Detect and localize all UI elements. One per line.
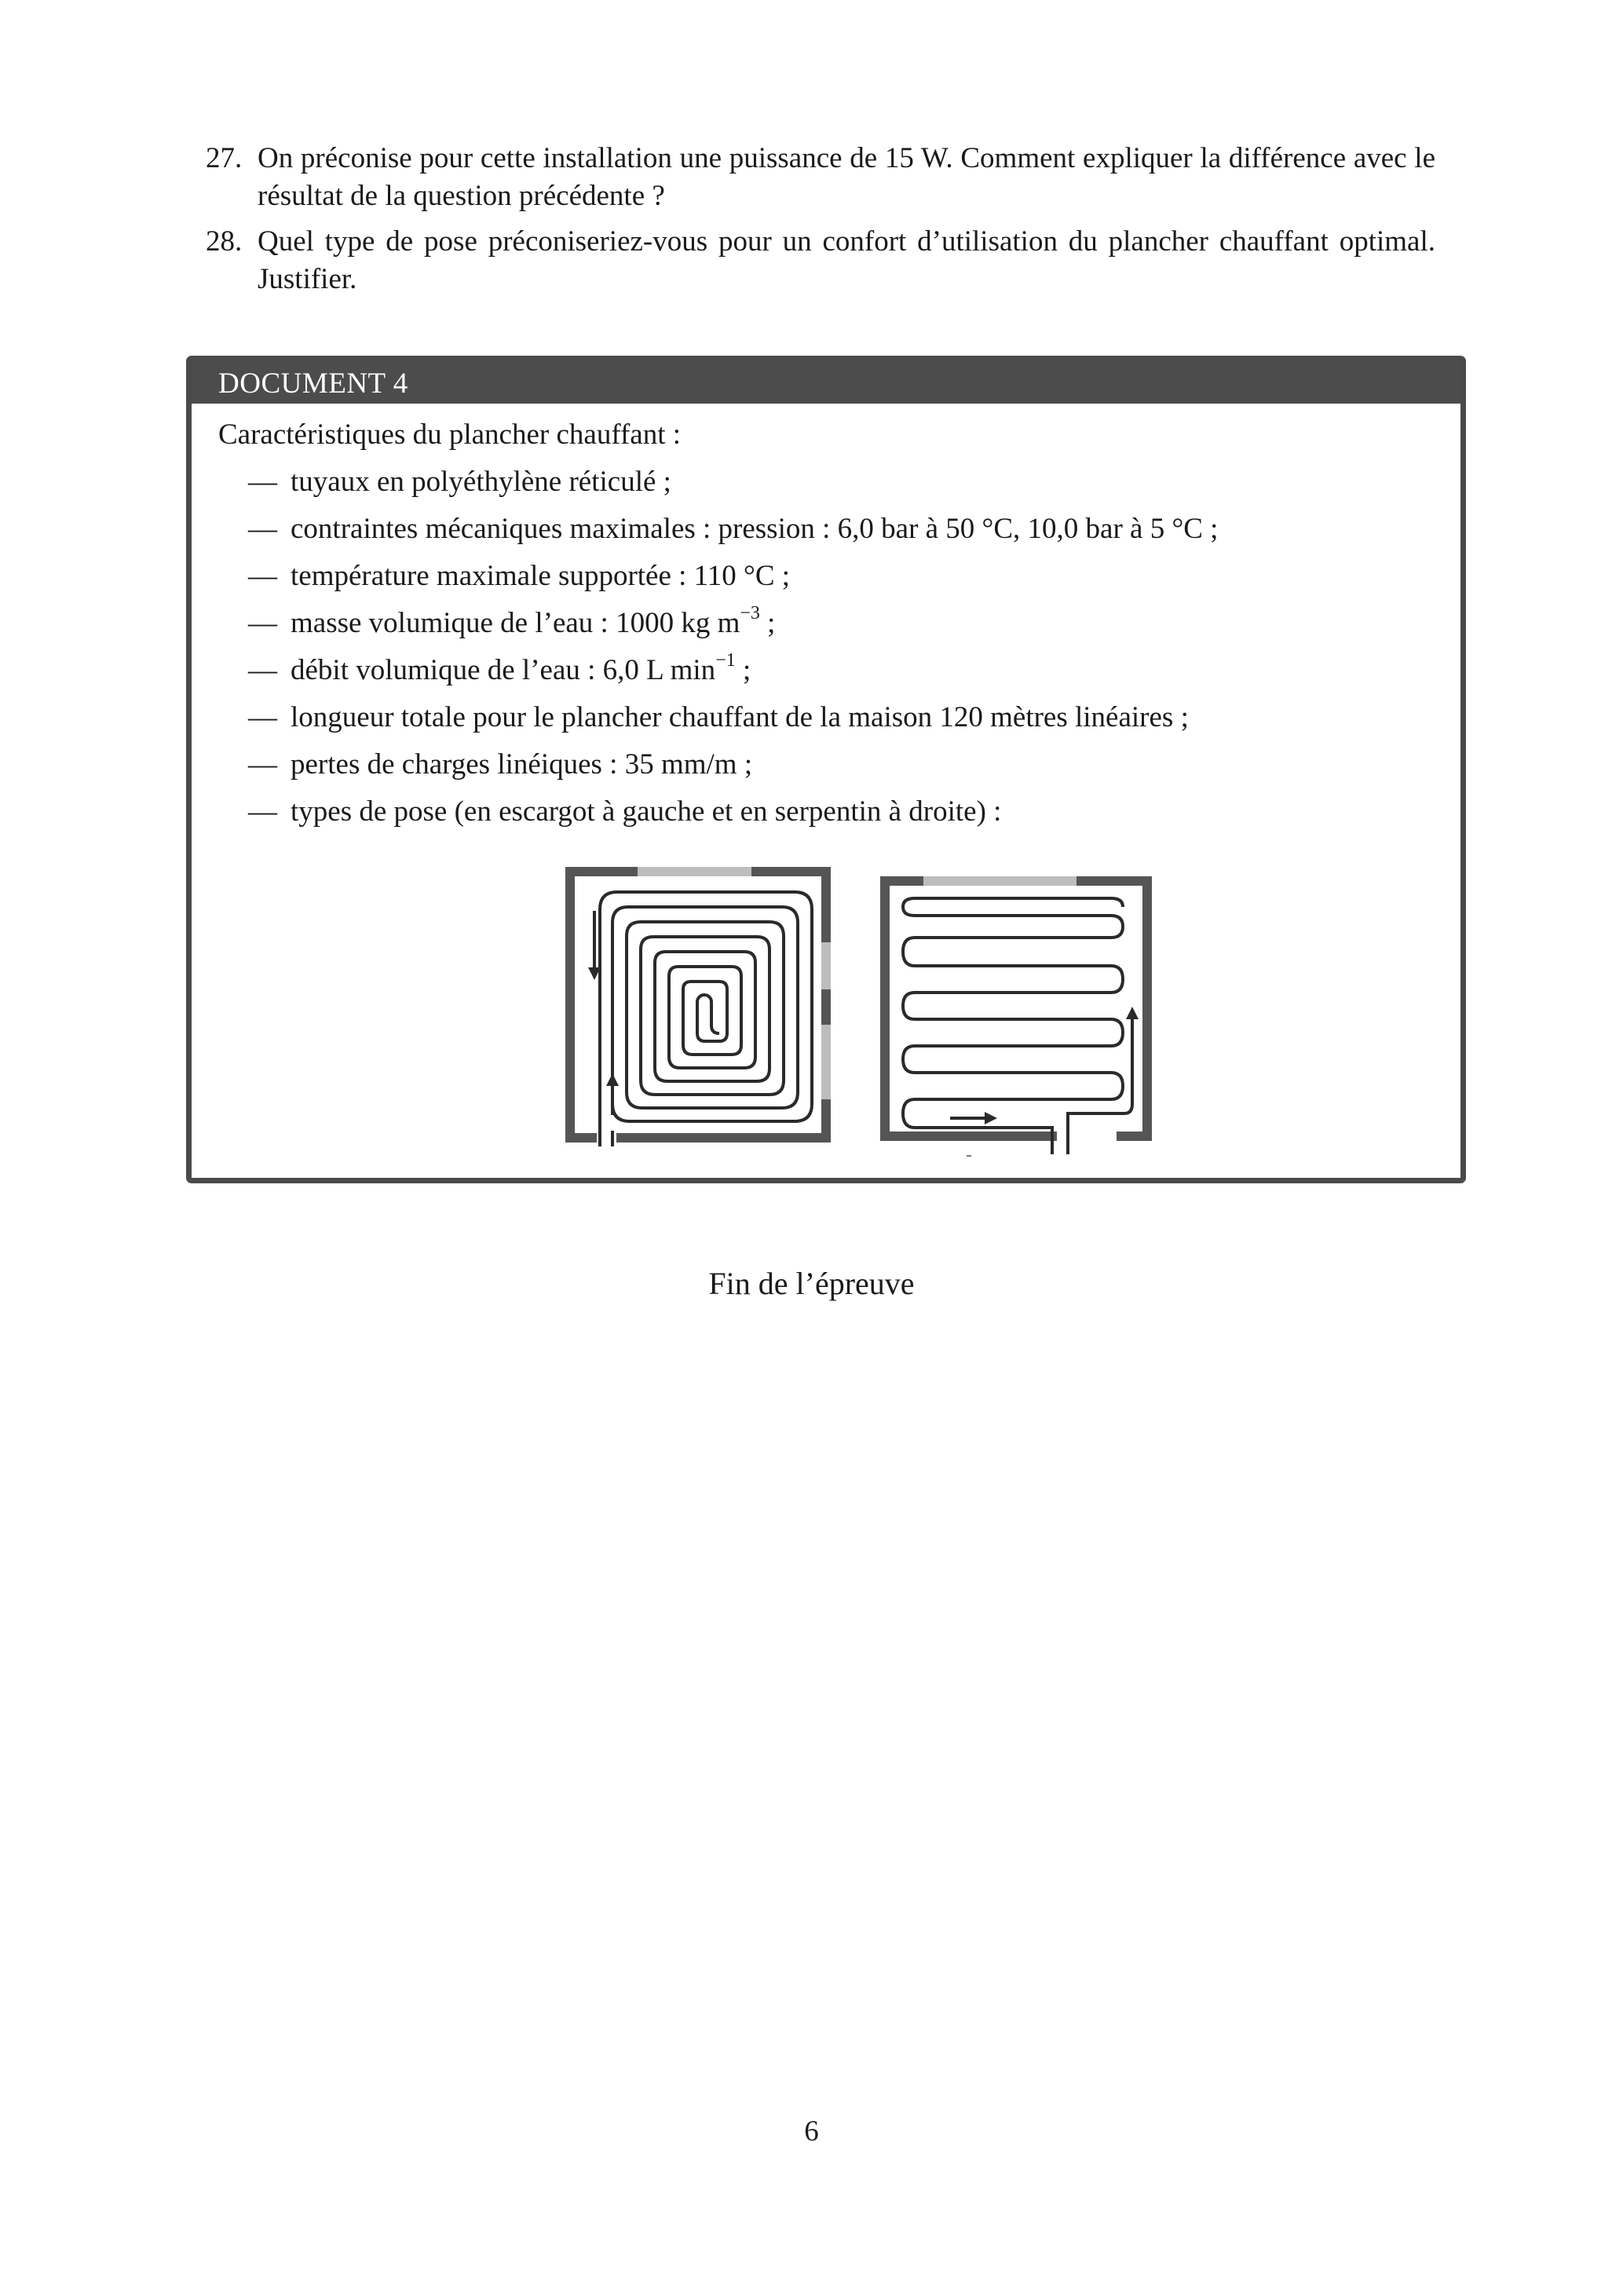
document-intro: Caractéristiques du plancher chauffant : bbox=[218, 419, 682, 451]
list-item bbox=[218, 647, 1434, 694]
document-body bbox=[192, 404, 1460, 835]
item-text: température maximale supportée : 110 °C ; bbox=[291, 560, 791, 592]
dash-bullet: — bbox=[248, 795, 277, 828]
density-end: ; bbox=[759, 607, 776, 639]
dash-bullet: — bbox=[248, 654, 277, 686]
density-text: masse volumique de l’eau : 1000 kg m bbox=[291, 607, 740, 639]
list-item bbox=[218, 506, 1434, 553]
dash-bullet: — bbox=[248, 513, 277, 545]
question-text: On préconise pour cette installation une puissance de 15 W. Comment expliquer la différence avec le résultat de la question précédente ? bbox=[258, 142, 1435, 212]
list-item bbox=[218, 459, 1434, 506]
item-text: longueur totale pour le plancher chauffant de la maison 120 mètres linéaires ; bbox=[291, 701, 1189, 733]
item-text: types de pose (en escargot à gauche et en serpentin à droite) : bbox=[291, 795, 1002, 828]
pose-diagrams bbox=[565, 864, 1162, 1162]
list-item bbox=[218, 741, 1434, 788]
characteristics-list bbox=[218, 459, 1434, 835]
question-text: Quel type de pose préconiseriez-vous pour un confort d’utilisation du plancher chauffant optimal. Justifier. bbox=[258, 225, 1435, 295]
list-item bbox=[218, 694, 1434, 741]
flow-exponent: −1 bbox=[715, 649, 736, 671]
item-text: tuyaux en polyéthylène réticulé ; bbox=[291, 466, 671, 498]
flow-text: débit volumique de l’eau : 6,0 L min bbox=[291, 654, 716, 686]
page-number: 6 bbox=[804, 2115, 819, 2148]
escargot-diagram bbox=[565, 867, 831, 1146]
item-text: pertes de charges linéiques : 35 mm/m ; bbox=[291, 748, 753, 781]
dash-bullet: — bbox=[248, 607, 277, 639]
dash-bullet: — bbox=[248, 748, 277, 781]
pipe-outlet-mark bbox=[967, 1155, 971, 1157]
question-27 bbox=[206, 140, 1435, 215]
serpentin-diagram bbox=[880, 876, 1152, 1157]
dash-bullet: — bbox=[248, 466, 277, 498]
list-item bbox=[218, 600, 1434, 647]
item-text: contraintes mécaniques maximales : pression : 6,0 bar à 50 °C, 10,0 bar à 5 °C ; bbox=[291, 513, 1219, 545]
flow-end: ; bbox=[735, 654, 751, 686]
list-item bbox=[218, 788, 1434, 835]
dash-bullet: — bbox=[248, 560, 277, 592]
density-exponent: −3 bbox=[740, 602, 760, 623]
end-of-exam-text: Fin de l’épreuve bbox=[708, 1266, 915, 1301]
question-28 bbox=[206, 223, 1435, 298]
list-item bbox=[218, 553, 1434, 600]
document-title: DOCUMENT 4 bbox=[192, 361, 1460, 404]
question-number: 27. bbox=[206, 142, 243, 174]
question-number: 28. bbox=[206, 225, 243, 258]
questions-list bbox=[206, 140, 1435, 306]
serpentine-pipe bbox=[903, 898, 1132, 1154]
snail-pipe bbox=[594, 892, 812, 1146]
dash-bullet: — bbox=[248, 701, 277, 733]
